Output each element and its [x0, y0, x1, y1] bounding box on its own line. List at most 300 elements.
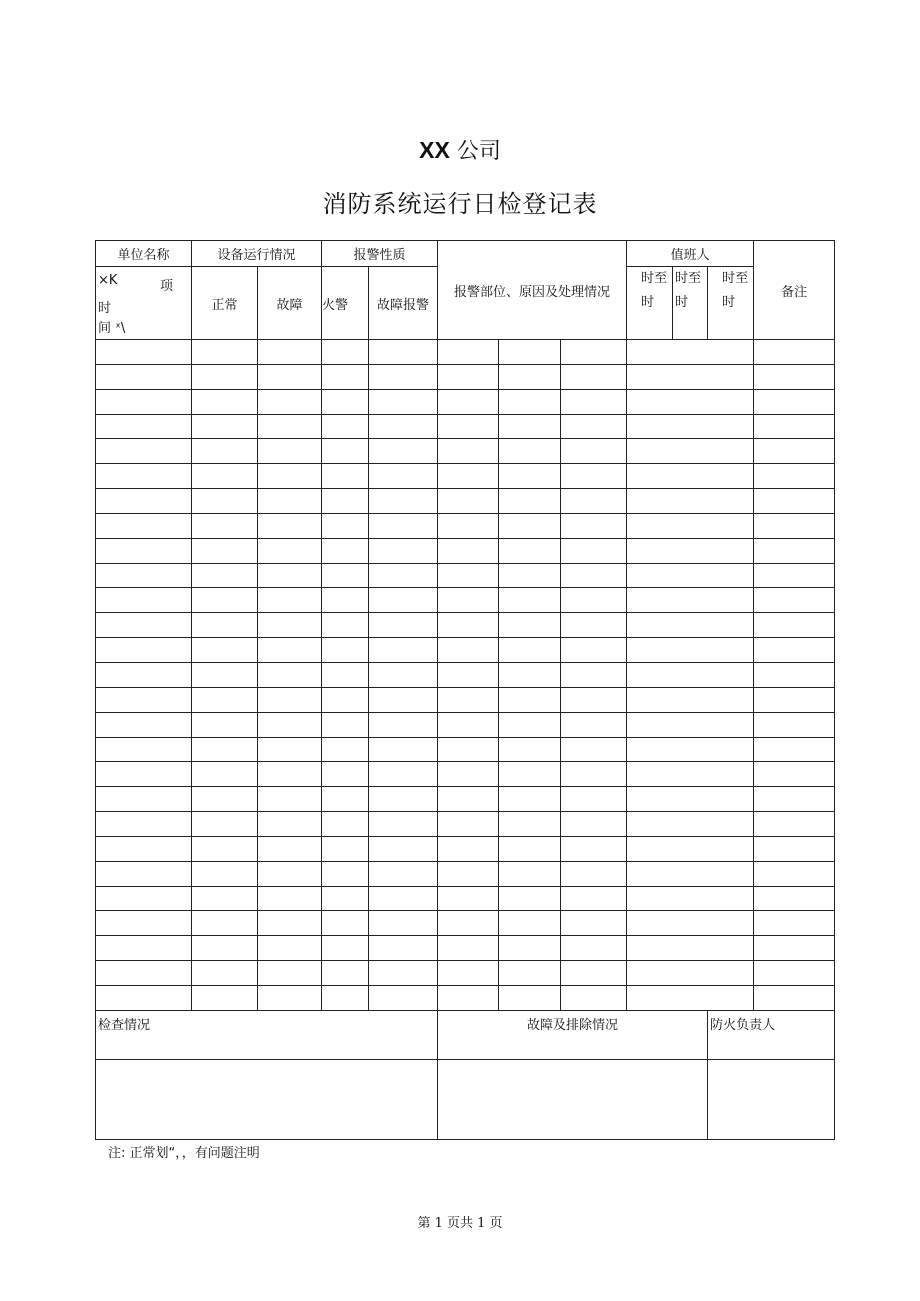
- table-cell[interactable]: [561, 985, 627, 1010]
- table-cell[interactable]: [192, 439, 258, 464]
- table-cell[interactable]: [322, 613, 369, 638]
- table-row: [96, 737, 835, 762]
- table-cell[interactable]: [192, 389, 258, 414]
- header-remark: 备注: [754, 241, 835, 340]
- table-cell[interactable]: [258, 812, 322, 837]
- table-cell[interactable]: [627, 513, 754, 538]
- table-cell[interactable]: [322, 414, 369, 439]
- table-cell[interactable]: [561, 737, 627, 762]
- table-cell[interactable]: [754, 340, 835, 365]
- table-cell[interactable]: [96, 439, 192, 464]
- table-cell[interactable]: [369, 439, 438, 464]
- table-cell[interactable]: [369, 513, 438, 538]
- inspection-status-field[interactable]: [96, 1059, 438, 1139]
- table-cell[interactable]: [754, 737, 835, 762]
- table-cell[interactable]: [192, 364, 258, 389]
- table-cell[interactable]: [369, 762, 438, 787]
- troubleshooting-field[interactable]: [438, 1059, 708, 1139]
- table-row: [96, 489, 835, 514]
- table-cell[interactable]: [192, 340, 258, 365]
- table-cell[interactable]: [322, 464, 369, 489]
- header-alarm-type: 报警性质: [322, 241, 438, 267]
- table-cell[interactable]: [754, 687, 835, 712]
- table-cell[interactable]: [258, 364, 322, 389]
- table-cell[interactable]: [258, 588, 322, 613]
- table-cell[interactable]: [754, 364, 835, 389]
- table-cell[interactable]: [499, 936, 561, 961]
- table-cell[interactable]: [499, 911, 561, 936]
- table-cell[interactable]: [499, 762, 561, 787]
- table-cell[interactable]: [499, 414, 561, 439]
- table-cell[interactable]: [627, 613, 754, 638]
- table-cell[interactable]: [258, 836, 322, 861]
- table-cell[interactable]: [322, 588, 369, 613]
- table-cell[interactable]: [369, 911, 438, 936]
- table-cell[interactable]: [754, 861, 835, 886]
- table-cell[interactable]: [627, 762, 754, 787]
- table-cell[interactable]: [322, 538, 369, 563]
- table-cell[interactable]: [754, 911, 835, 936]
- table-row: [96, 911, 835, 936]
- table-cell[interactable]: [96, 985, 192, 1010]
- table-cell[interactable]: [499, 861, 561, 886]
- table-cell[interactable]: [369, 638, 438, 663]
- table-cell[interactable]: [438, 638, 499, 663]
- table-cell[interactable]: [192, 911, 258, 936]
- table-cell[interactable]: [369, 961, 438, 986]
- table-cell[interactable]: [258, 538, 322, 563]
- table-row: [96, 464, 835, 489]
- table-cell[interactable]: [369, 538, 438, 563]
- table-cell[interactable]: [96, 538, 192, 563]
- table-cell[interactable]: [322, 489, 369, 514]
- table-cell[interactable]: [322, 812, 369, 837]
- table-cell[interactable]: [322, 836, 369, 861]
- table-cell[interactable]: [322, 712, 369, 737]
- table-cell[interactable]: [96, 762, 192, 787]
- table-cell[interactable]: [627, 389, 754, 414]
- table-cell[interactable]: [258, 961, 322, 986]
- table-cell[interactable]: [192, 489, 258, 514]
- table-cell[interactable]: [369, 787, 438, 812]
- table-cell[interactable]: [627, 588, 754, 613]
- table-row: [96, 340, 835, 365]
- table-cell[interactable]: [561, 588, 627, 613]
- diag-label-top-right: 项: [160, 279, 174, 294]
- table-cell[interactable]: [96, 464, 192, 489]
- table-cell[interactable]: [96, 364, 192, 389]
- table-cell[interactable]: [754, 588, 835, 613]
- table-row: [96, 364, 835, 389]
- table-cell[interactable]: [561, 464, 627, 489]
- table-cell[interactable]: [499, 340, 561, 365]
- table-cell[interactable]: [438, 414, 499, 439]
- table-cell[interactable]: [499, 489, 561, 514]
- table-cell[interactable]: [561, 414, 627, 439]
- table-cell[interactable]: [438, 936, 499, 961]
- table-cell[interactable]: [499, 961, 561, 986]
- table-cell[interactable]: [192, 812, 258, 837]
- table-cell[interactable]: [627, 364, 754, 389]
- table-cell[interactable]: [369, 414, 438, 439]
- table-cell[interactable]: [258, 737, 322, 762]
- table-cell[interactable]: [627, 787, 754, 812]
- shift-3-line-1: 时至: [722, 271, 749, 286]
- table-cell[interactable]: [438, 340, 499, 365]
- table-cell[interactable]: [96, 812, 192, 837]
- shift-3-line-2: 时: [722, 295, 736, 310]
- table-cell[interactable]: [258, 985, 322, 1010]
- table-cell[interactable]: [96, 662, 192, 687]
- table-cell[interactable]: [96, 563, 192, 588]
- table-cell[interactable]: [754, 414, 835, 439]
- table-cell[interactable]: [627, 737, 754, 762]
- table-cell[interactable]: [192, 613, 258, 638]
- table-cell[interactable]: [322, 985, 369, 1010]
- table-row: [96, 613, 835, 638]
- table-cell[interactable]: [258, 936, 322, 961]
- table-cell[interactable]: [561, 638, 627, 663]
- table-cell[interactable]: [627, 961, 754, 986]
- table-cell[interactable]: [322, 563, 369, 588]
- table-cell[interactable]: [96, 513, 192, 538]
- table-cell[interactable]: [96, 911, 192, 936]
- table-cell[interactable]: [192, 787, 258, 812]
- table-cell[interactable]: [627, 340, 754, 365]
- table-cell[interactable]: [438, 687, 499, 712]
- table-cell[interactable]: [258, 389, 322, 414]
- table-cell[interactable]: [561, 936, 627, 961]
- table-cell[interactable]: [438, 662, 499, 687]
- table-cell[interactable]: [192, 588, 258, 613]
- table-cell[interactable]: [96, 836, 192, 861]
- table-cell[interactable]: [322, 936, 369, 961]
- table-cell[interactable]: [258, 513, 322, 538]
- table-cell[interactable]: [192, 936, 258, 961]
- table-cell[interactable]: [192, 464, 258, 489]
- table-cell[interactable]: [192, 762, 258, 787]
- table-cell[interactable]: [754, 836, 835, 861]
- table-cell[interactable]: [192, 687, 258, 712]
- table-cell[interactable]: [192, 861, 258, 886]
- table-cell[interactable]: [499, 662, 561, 687]
- table-cell[interactable]: [754, 961, 835, 986]
- table-cell[interactable]: [561, 911, 627, 936]
- table-cell[interactable]: [754, 538, 835, 563]
- table-cell[interactable]: [258, 787, 322, 812]
- table-cell[interactable]: [561, 712, 627, 737]
- table-cell[interactable]: [754, 936, 835, 961]
- table-cell[interactable]: [627, 439, 754, 464]
- table-cell[interactable]: [754, 464, 835, 489]
- table-cell[interactable]: [192, 985, 258, 1010]
- table-cell[interactable]: [369, 389, 438, 414]
- table-cell[interactable]: [438, 861, 499, 886]
- table-cell[interactable]: [561, 961, 627, 986]
- table-cell[interactable]: [192, 638, 258, 663]
- table-cell[interactable]: [258, 861, 322, 886]
- table-cell[interactable]: [438, 389, 499, 414]
- table-cell[interactable]: [561, 812, 627, 837]
- table-cell[interactable]: [438, 439, 499, 464]
- table-cell[interactable]: [561, 538, 627, 563]
- table-cell[interactable]: [96, 414, 192, 439]
- table-row: [96, 861, 835, 886]
- table-cell[interactable]: [499, 836, 561, 861]
- table-cell[interactable]: [258, 340, 322, 365]
- table-cell[interactable]: [561, 513, 627, 538]
- table-cell[interactable]: [561, 861, 627, 886]
- table-cell[interactable]: [192, 414, 258, 439]
- table-cell[interactable]: [369, 812, 438, 837]
- table-cell[interactable]: [499, 538, 561, 563]
- table-cell[interactable]: [438, 364, 499, 389]
- diagonal-header-cell: [96, 267, 192, 340]
- table-cell[interactable]: [499, 389, 561, 414]
- table-cell[interactable]: [369, 613, 438, 638]
- table-cell[interactable]: [438, 563, 499, 588]
- table-cell[interactable]: [369, 936, 438, 961]
- table-cell[interactable]: [96, 712, 192, 737]
- table-cell[interactable]: [754, 812, 835, 837]
- table-cell[interactable]: [438, 588, 499, 613]
- table-cell[interactable]: [499, 787, 561, 812]
- table-cell[interactable]: [754, 638, 835, 663]
- table-cell[interactable]: [561, 886, 627, 911]
- header-normal: 正常: [192, 267, 258, 340]
- table-cell[interactable]: [192, 961, 258, 986]
- table-cell[interactable]: [192, 538, 258, 563]
- table-cell[interactable]: [499, 886, 561, 911]
- table-cell[interactable]: [369, 340, 438, 365]
- table-cell[interactable]: [561, 489, 627, 514]
- table-cell[interactable]: [438, 787, 499, 812]
- table-cell[interactable]: [627, 812, 754, 837]
- table-cell[interactable]: [561, 613, 627, 638]
- table-cell[interactable]: [322, 662, 369, 687]
- table-cell[interactable]: [96, 687, 192, 712]
- table-cell[interactable]: [322, 687, 369, 712]
- table-cell[interactable]: [322, 513, 369, 538]
- table-cell[interactable]: [438, 489, 499, 514]
- table-row: [96, 886, 835, 911]
- table-cell[interactable]: [499, 687, 561, 712]
- table-cell[interactable]: [96, 588, 192, 613]
- table-cell[interactable]: [322, 737, 369, 762]
- table-cell[interactable]: [369, 737, 438, 762]
- table-cell[interactable]: [499, 439, 561, 464]
- table-cell[interactable]: [96, 961, 192, 986]
- table-cell[interactable]: [258, 687, 322, 712]
- header-duty-person: 值班人: [627, 241, 754, 267]
- table-cell[interactable]: [499, 364, 561, 389]
- table-cell[interactable]: [258, 662, 322, 687]
- table-cell[interactable]: [258, 613, 322, 638]
- table-cell[interactable]: [258, 638, 322, 663]
- table-cell[interactable]: [561, 836, 627, 861]
- form-title: 消防系统运行日检登记表: [322, 190, 598, 218]
- table-cell[interactable]: [627, 489, 754, 514]
- table-cell[interactable]: [369, 364, 438, 389]
- table-cell[interactable]: [499, 737, 561, 762]
- table-cell[interactable]: [369, 687, 438, 712]
- table-cell[interactable]: [561, 563, 627, 588]
- table-cell[interactable]: [258, 762, 322, 787]
- table-cell[interactable]: [561, 364, 627, 389]
- table-cell[interactable]: [499, 638, 561, 663]
- table-cell[interactable]: [754, 712, 835, 737]
- table-cell[interactable]: [96, 389, 192, 414]
- table-cell[interactable]: [369, 563, 438, 588]
- table-cell[interactable]: [258, 563, 322, 588]
- table-cell[interactable]: [258, 414, 322, 439]
- table-cell[interactable]: [96, 737, 192, 762]
- table-cell[interactable]: [96, 613, 192, 638]
- table-cell[interactable]: [369, 588, 438, 613]
- table-cell[interactable]: [322, 861, 369, 886]
- table-cell[interactable]: [499, 712, 561, 737]
- table-cell[interactable]: [438, 985, 499, 1010]
- table-cell[interactable]: [627, 836, 754, 861]
- table-cell[interactable]: [438, 886, 499, 911]
- table-cell[interactable]: [192, 563, 258, 588]
- table-cell[interactable]: [627, 936, 754, 961]
- table-cell[interactable]: [369, 985, 438, 1010]
- table-cell[interactable]: [627, 985, 754, 1010]
- table-cell[interactable]: [499, 464, 561, 489]
- table-cell[interactable]: [561, 787, 627, 812]
- table-cell[interactable]: [499, 563, 561, 588]
- table-cell[interactable]: [754, 787, 835, 812]
- table-cell[interactable]: [258, 489, 322, 514]
- table-cell[interactable]: [754, 662, 835, 687]
- table-cell[interactable]: [369, 886, 438, 911]
- table-cell[interactable]: [322, 340, 369, 365]
- table-cell[interactable]: [627, 563, 754, 588]
- table-cell[interactable]: [438, 737, 499, 762]
- table-cell[interactable]: [754, 613, 835, 638]
- table-cell[interactable]: [438, 836, 499, 861]
- table-cell[interactable]: [438, 712, 499, 737]
- table-cell[interactable]: [192, 737, 258, 762]
- table-cell[interactable]: [499, 812, 561, 837]
- table-cell[interactable]: [96, 936, 192, 961]
- table-cell[interactable]: [627, 464, 754, 489]
- table-cell[interactable]: [322, 787, 369, 812]
- header-alarm-location: 报警部位、原因及处理情况: [438, 241, 627, 340]
- table-cell[interactable]: [96, 861, 192, 886]
- table-cell[interactable]: [322, 439, 369, 464]
- table-cell[interactable]: [369, 464, 438, 489]
- table-cell[interactable]: [192, 513, 258, 538]
- table-cell[interactable]: [627, 911, 754, 936]
- table-cell[interactable]: [96, 340, 192, 365]
- table-cell[interactable]: [754, 489, 835, 514]
- table-cell[interactable]: [627, 861, 754, 886]
- table-cell[interactable]: [192, 662, 258, 687]
- table-cell[interactable]: [369, 662, 438, 687]
- table-cell[interactable]: [322, 364, 369, 389]
- table-cell[interactable]: [627, 687, 754, 712]
- table-cell[interactable]: [438, 961, 499, 986]
- table-cell[interactable]: [561, 687, 627, 712]
- table-row: [96, 563, 835, 588]
- table-cell[interactable]: [438, 911, 499, 936]
- table-cell[interactable]: [258, 886, 322, 911]
- table-cell[interactable]: [438, 613, 499, 638]
- table-cell[interactable]: [96, 787, 192, 812]
- table-cell[interactable]: [438, 464, 499, 489]
- table-cell[interactable]: [627, 662, 754, 687]
- table-cell[interactable]: [754, 513, 835, 538]
- table-cell[interactable]: [369, 861, 438, 886]
- table-cell[interactable]: [499, 613, 561, 638]
- table-cell[interactable]: [627, 712, 754, 737]
- table-cell[interactable]: [438, 812, 499, 837]
- table-cell[interactable]: [561, 762, 627, 787]
- fire-officer-field[interactable]: [708, 1059, 835, 1139]
- table-cell[interactable]: [322, 762, 369, 787]
- table-cell[interactable]: [627, 638, 754, 663]
- table-cell[interactable]: [499, 588, 561, 613]
- table-cell[interactable]: [438, 762, 499, 787]
- table-cell[interactable]: [96, 638, 192, 663]
- table-cell[interactable]: [96, 489, 192, 514]
- table-cell[interactable]: [322, 961, 369, 986]
- table-cell[interactable]: [754, 439, 835, 464]
- table-cell[interactable]: [369, 836, 438, 861]
- table-cell[interactable]: [627, 886, 754, 911]
- table-cell[interactable]: [627, 414, 754, 439]
- table-cell[interactable]: [369, 712, 438, 737]
- table-cell[interactable]: [438, 538, 499, 563]
- table-row: [96, 961, 835, 986]
- table-cell[interactable]: [754, 762, 835, 787]
- header-unit-name: 单位名称: [96, 241, 192, 267]
- table-cell[interactable]: [561, 662, 627, 687]
- table-row: [96, 538, 835, 563]
- table-cell[interactable]: [258, 439, 322, 464]
- table-cell[interactable]: [192, 836, 258, 861]
- table-cell[interactable]: [561, 389, 627, 414]
- table-cell[interactable]: [754, 886, 835, 911]
- table-cell[interactable]: [499, 985, 561, 1010]
- table-cell[interactable]: [499, 513, 561, 538]
- table-cell[interactable]: [258, 464, 322, 489]
- inspection-status-label: 检查情况: [96, 1010, 438, 1059]
- table-cell[interactable]: [754, 563, 835, 588]
- shift-2-line-1: 时至: [675, 271, 702, 286]
- table-cell[interactable]: [258, 911, 322, 936]
- table-cell[interactable]: [369, 489, 438, 514]
- table-cell[interactable]: [561, 340, 627, 365]
- table-cell[interactable]: [258, 712, 322, 737]
- table-cell[interactable]: [561, 439, 627, 464]
- table-cell[interactable]: [754, 389, 835, 414]
- table-row: [96, 712, 835, 737]
- table-cell[interactable]: [192, 712, 258, 737]
- table-cell[interactable]: [322, 389, 369, 414]
- table-cell[interactable]: [322, 911, 369, 936]
- table-cell[interactable]: [627, 538, 754, 563]
- table-cell[interactable]: [96, 886, 192, 911]
- table-cell[interactable]: [192, 886, 258, 911]
- table-row: [96, 836, 835, 861]
- table-cell[interactable]: [754, 985, 835, 1010]
- table-cell[interactable]: [322, 886, 369, 911]
- table-cell[interactable]: [438, 513, 499, 538]
- table-cell[interactable]: [322, 638, 369, 663]
